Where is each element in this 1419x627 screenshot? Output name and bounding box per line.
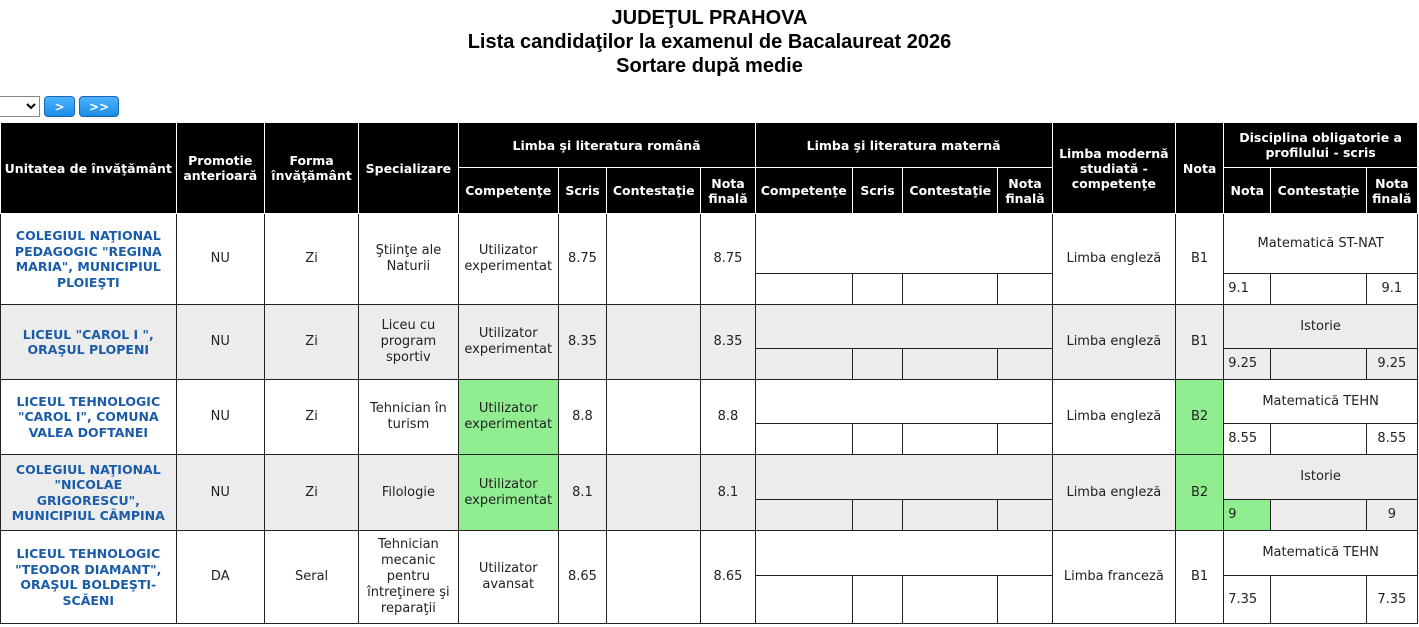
rom-nota-finala-cell: 8.35 [701, 305, 755, 380]
rom-nota-finala-cell: 8.65 [701, 531, 755, 624]
mat-contestatie-cell [903, 500, 998, 531]
mat-nota-finala-cell [998, 500, 1052, 531]
limba-moderna-cell: Limba engleză [1052, 380, 1175, 455]
forma-cell: Zi [264, 380, 358, 455]
table-row [1, 305, 1418, 349]
col-forma: Forma învăţământ [264, 123, 358, 214]
unit-link[interactable]: LICEUL TEHNOLOGIC "CAROL I", COMUNA VALEA DOFTANEI [1, 380, 177, 455]
col-rom-scris: Scris [558, 168, 606, 214]
col-nota: Nota [1176, 123, 1224, 214]
limba-moderna-cell: Limba franceză [1052, 531, 1175, 624]
col-unit: Unitatea de învăţământ [1, 123, 177, 214]
col-group-romana: Limba şi literatura română [458, 123, 755, 168]
nota-cell: B2 [1176, 455, 1224, 531]
nota-cell: B1 [1176, 531, 1224, 624]
mat-scris-cell [852, 576, 902, 624]
rom-competente-cell: Utilizator experimentat [458, 380, 558, 455]
specializare-cell: Filologie [359, 455, 458, 531]
rom-contestatie-cell [607, 531, 701, 624]
table-row [1, 455, 1418, 500]
disciplina-name-cell: Matematică TEHN [1224, 531, 1418, 576]
specializare-cell: Ştiinţe ale Naturii [359, 214, 458, 305]
rom-nota-finala-cell: 8.75 [701, 214, 755, 305]
rom-contestatie-cell [607, 305, 701, 380]
mat-scris-cell [852, 349, 902, 380]
col-mat-competente: Competenţe [755, 168, 852, 214]
disc-nota-cell: 9.25 [1224, 349, 1271, 380]
mat-competente-cell [755, 349, 852, 380]
next-page-button[interactable]: > [44, 96, 75, 117]
col-specializare: Specializare [359, 123, 458, 214]
rom-scris-cell: 8.75 [558, 214, 606, 305]
disc-nota-cell: 7.35 [1224, 576, 1271, 624]
nota-cell: B1 [1176, 305, 1224, 380]
mat-scris-cell [852, 500, 902, 531]
last-page-button[interactable]: >> [79, 96, 119, 117]
col-disc-contestatie: Contestaţie [1271, 168, 1366, 214]
forma-cell: Zi [264, 455, 358, 531]
disc-contestatie-cell [1271, 500, 1366, 531]
mat-contestatie-cell [903, 349, 998, 380]
rom-competente-cell: Utilizator experimentat [458, 455, 558, 531]
rom-contestatie-cell [607, 455, 701, 531]
disc-contestatie-cell [1271, 576, 1366, 624]
list-title: Lista candidaţilor la examenul de Bacalaureat 2026 [467, 31, 952, 53]
materna-empty-cell [755, 305, 1052, 349]
forma-cell: Seral [264, 531, 358, 624]
rom-contestatie-cell [607, 380, 701, 455]
limba-moderna-cell: Limba engleză [1052, 305, 1175, 380]
col-rom-contestatie: Contestaţie [607, 168, 701, 214]
limba-moderna-cell: Limba engleză [1052, 455, 1175, 531]
promotie-cell: NU [176, 380, 264, 455]
limba-moderna-cell: Limba engleză [1052, 214, 1175, 305]
rom-competente-cell: Utilizator experimentat [458, 305, 558, 380]
disc-nota-cell: 8.55 [1224, 424, 1271, 455]
mat-contestatie-cell [903, 274, 998, 305]
mat-contestatie-cell [903, 576, 998, 624]
mat-contestatie-cell [903, 424, 998, 455]
county-title: JUDEŢUL PRAHOVA [611, 7, 808, 29]
mat-nota-finala-cell [998, 424, 1052, 455]
mat-competente-cell [755, 500, 852, 531]
unit-link[interactable]: COLEGIUL NAŢIONAL PEDAGOGIC "REGINA MARIA", MUNICIPIUL PLOIEŞTI [1, 214, 177, 305]
disc-nota-finala-cell: 9.25 [1366, 349, 1417, 380]
rom-scris-cell: 8.8 [558, 380, 606, 455]
col-limba-moderna: Limba modernă studiată - competenţe [1052, 123, 1175, 214]
mat-scris-cell [852, 274, 902, 305]
col-mat-nota-finala: Nota finală [998, 168, 1052, 214]
disc-nota-cell: 9 [1224, 500, 1271, 531]
forma-cell: Zi [264, 214, 358, 305]
mat-nota-finala-cell [998, 274, 1052, 305]
materna-empty-cell [755, 455, 1052, 500]
table-row [1, 214, 1418, 274]
nota-cell: B2 [1176, 380, 1224, 455]
col-mat-scris: Scris [852, 168, 902, 214]
forma-cell: Zi [264, 305, 358, 380]
disciplina-name-cell: Matematică TEHN [1224, 380, 1418, 424]
specializare-cell: Tehnician în turism [359, 380, 458, 455]
mat-competente-cell [755, 274, 852, 305]
rom-competente-cell: Utilizator experimentat [458, 214, 558, 305]
disc-nota-finala-cell: 7.35 [1366, 576, 1417, 624]
col-rom-competente: Competenţe [458, 168, 558, 214]
rom-scris-cell: 8.1 [558, 455, 606, 531]
promotie-cell: NU [176, 455, 264, 531]
mat-competente-cell [755, 424, 852, 455]
disciplina-name-cell: Istorie [1224, 305, 1418, 349]
disc-nota-finala-cell: 9.1 [1366, 274, 1417, 305]
col-group-materna: Limba şi literatura maternă [755, 123, 1052, 168]
unit-link[interactable]: COLEGIUL NAŢIONAL "NICOLAE GRIGORESCU", MUNICIPIUL CÂMPINA [1, 455, 177, 531]
disc-contestatie-cell [1271, 349, 1366, 380]
pagination-controls [0, 96, 119, 117]
materna-empty-cell [755, 214, 1052, 274]
promotie-cell: NU [176, 214, 264, 305]
col-mat-contestatie: Contestaţie [903, 168, 998, 214]
disc-contestatie-cell [1271, 274, 1366, 305]
disc-contestatie-cell [1271, 424, 1366, 455]
mat-nota-finala-cell [998, 349, 1052, 380]
nota-cell: B1 [1176, 214, 1224, 305]
rom-competente-cell: Utilizator avansat [458, 531, 558, 624]
col-disc-nota-finala: Nota finală [1366, 168, 1417, 214]
rom-nota-finala-cell: 8.8 [701, 380, 755, 455]
disc-nota-finala-cell: 8.55 [1366, 424, 1417, 455]
col-rom-nota-finala: Nota finală [701, 168, 755, 214]
candidates-table [0, 122, 1418, 624]
materna-empty-cell [755, 531, 1052, 576]
promotie-cell: NU [176, 305, 264, 380]
unit-link[interactable]: LICEUL "CAROL I ", ORAŞUL PLOPENI [1, 305, 177, 380]
unit-link[interactable]: LICEUL TEHNOLOGIC "TEODOR DIAMANT", ORAŞUL BOLDEŞTI-SCĂENI [1, 531, 177, 624]
rom-scris-cell: 8.65 [558, 531, 606, 624]
page-header [0, 0, 1419, 78]
mat-scris-cell [852, 424, 902, 455]
col-promotie: Promotie anterioară [176, 123, 264, 214]
table-row [1, 380, 1418, 424]
disc-nota-cell: 9.1 [1224, 274, 1271, 305]
rom-scris-cell: 8.35 [558, 305, 606, 380]
table-row [1, 531, 1418, 576]
sort-title: Sortare după medie [616, 55, 803, 77]
rom-nota-finala-cell: 8.1 [701, 455, 755, 531]
disc-nota-finala-cell: 9 [1366, 500, 1417, 531]
mat-competente-cell [755, 576, 852, 624]
page-select[interactable] [0, 96, 40, 117]
specializare-cell: Liceu cu program sportiv [359, 305, 458, 380]
col-disc-nota: Nota [1224, 168, 1271, 214]
disciplina-name-cell: Istorie [1224, 455, 1418, 500]
col-group-disciplina: Disciplina obligatorie a profilului - scris [1224, 123, 1418, 168]
promotie-cell: DA [176, 531, 264, 624]
rom-contestatie-cell [607, 214, 701, 305]
materna-empty-cell [755, 380, 1052, 424]
specializare-cell: Tehnician mecanic pentru întreţinere şi reparaţii [359, 531, 458, 624]
mat-nota-finala-cell [998, 576, 1052, 624]
disciplina-name-cell: Matematică ST-NAT [1224, 214, 1418, 274]
